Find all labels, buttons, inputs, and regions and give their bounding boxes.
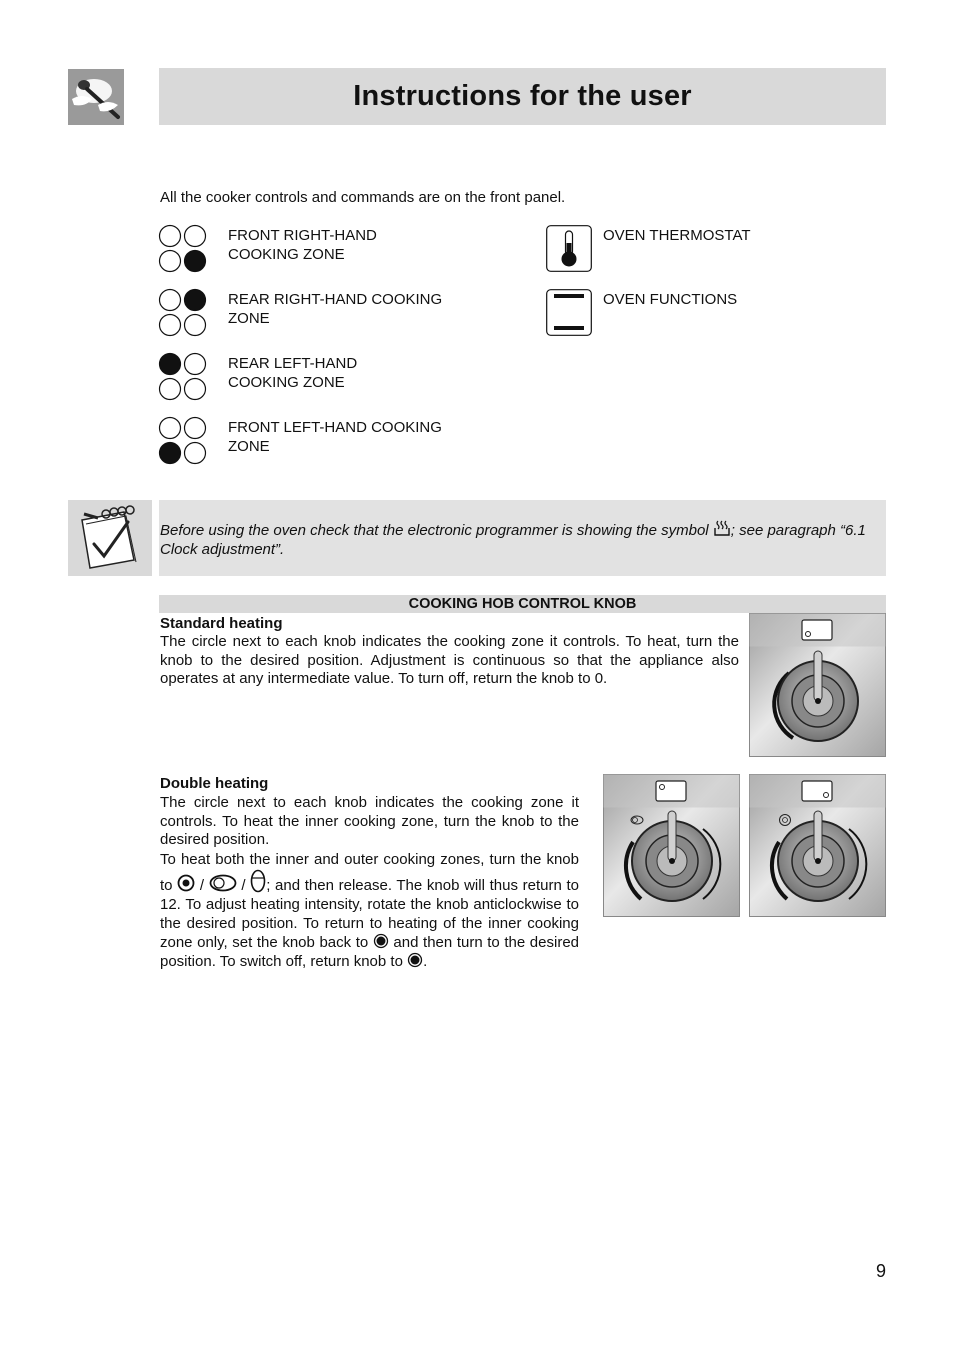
rear-right-zone-icon <box>158 288 208 338</box>
zone-label-front-right: FRONT RIGHT-HAND COOKING ZONE <box>228 227 377 263</box>
double-text-2c: and then turn to the desired position. To switch off, return knob to <box>160 934 579 970</box>
standard-knob-image <box>749 613 886 757</box>
zone-label-rear-left: REAR LEFT-HAND COOKING ZONE <box>228 355 358 391</box>
thermometer-icon <box>546 225 592 272</box>
vertical-oval-icon <box>250 869 266 893</box>
double-sep-1: / <box>195 877 209 894</box>
double-text-2b: ; and then release. The knob will thus return to 12. To adjust heating intensity, rotate the knob anticlockwise to the desired position. To return to heating of the inner cooking zone only, set the knob back to <box>160 877 579 951</box>
note-text <box>160 519 888 559</box>
double-text-2d: . <box>423 953 428 970</box>
standard-text: The circle next to each knob indicates the cooking zone it controls. To heat, turn the knob to the desired position. Adjustment is continuous so that the appliance also operates at any intermediate value. To turn off, return the knob to 0. <box>160 633 739 688</box>
double-text-2a: To heat both the inner and outer cooking zones, turn the knob to <box>160 851 579 894</box>
zone-label-front-left: FRONT LEFT-HAND COOKING ZONE <box>228 419 442 455</box>
double-heading: Double heating <box>160 775 269 792</box>
rear-left-zone-icon <box>158 352 208 402</box>
oven-heat-symbol-icon <box>713 519 731 537</box>
header-bar <box>159 68 886 125</box>
oven-functions-label: OVEN FUNCTIONS <box>603 291 738 308</box>
double-knob-image-concentric <box>749 774 886 917</box>
notepad-icon <box>68 500 152 576</box>
double-knob-image-oval <box>603 774 740 917</box>
double-text-2 <box>160 850 579 971</box>
double-text-1: The circle next to each knob indicates the cooking zone it controls. To heat the inner cooking zone, turn the knob to the desired position. <box>160 794 579 849</box>
note-text-after: ; see paragraph “6.1 Clock adjustment”. <box>160 522 866 558</box>
double-sep-2: / <box>236 877 251 894</box>
front-right-zone-icon <box>158 224 208 274</box>
note-text-before: Before using the oven check that the electronic programmer is showing the symbol <box>160 522 713 539</box>
concentric-circles-icon <box>177 874 195 892</box>
inner-zone-icon <box>373 933 389 949</box>
off-zone-icon <box>407 952 423 968</box>
oven-thermostat-label: OVEN THERMOSTAT <box>603 227 751 244</box>
standard-heading: Standard heating <box>160 615 283 632</box>
oven-functions-icon <box>546 289 592 336</box>
zone-label-rear-right: REAR RIGHT-HAND COOKING ZONE <box>228 291 443 327</box>
intro-text: All the cooker controls and commands are on the front panel. <box>160 189 566 206</box>
section-title: COOKING HOB CONTROL KNOB <box>159 595 886 613</box>
front-left-zone-icon <box>158 416 208 466</box>
page-number: 9 <box>875 1261 886 1281</box>
double-oval-icon <box>209 874 237 892</box>
chef-spoon-icon <box>68 69 124 125</box>
page-title: Instructions for the user <box>353 80 692 112</box>
